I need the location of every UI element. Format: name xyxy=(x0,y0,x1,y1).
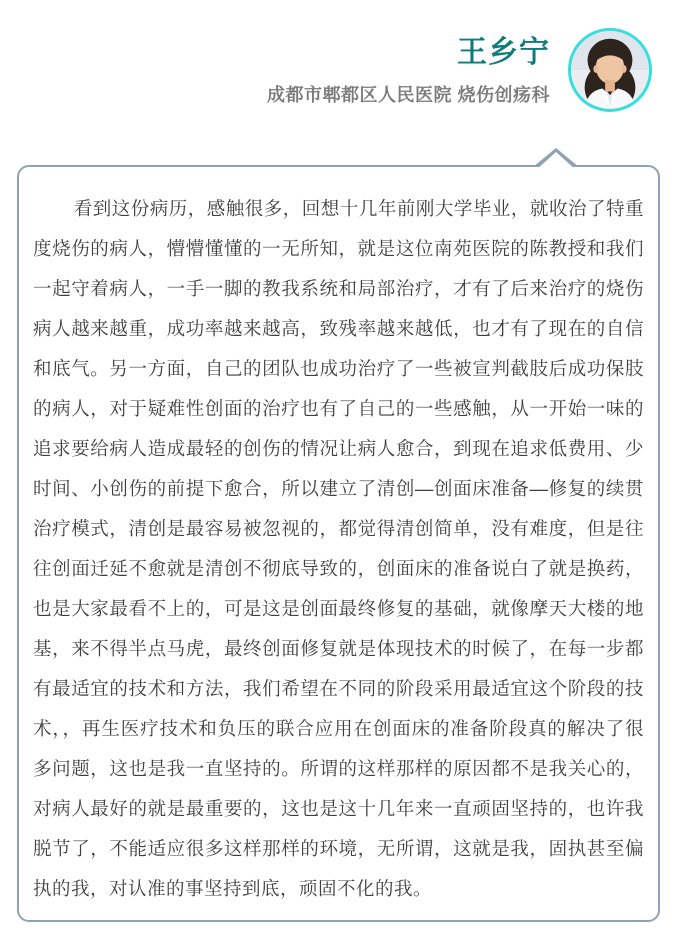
hospital-department: 成都市郫都区人民医院 烧伤创疡科 xyxy=(267,85,550,105)
comment-text: 看到这份病历，感触很多，回想十几年前刚大学毕业，就收治了特重度烧伤的病人，懵懵懂懂的一无所知，就是这位南苑医院的陈教授和我们一起守着病人，一手一脚的教我系统和局部治疗，才有了后来治疗的烧伤病人越来越重，成功率越来越高，致残率越来越低，也才有了现在的自信和底气。另一方面，自己的团队也成功治疗了一些被宣判截肢后成功保肢的病人，对于疑难性创面的治疗也有了自己的一些感触，从一开始一味的追求要给病人造成最轻的创伤的情况让病人愈合，到现在追求低费用、少时间、小创伤的前提下愈合，所以建立了清创—创面床准备—修复的续贯治疗模式，清创是最容易被忽视的，都觉得清创简单，没有难度，但是往往创面迁延不愈就是清创不彻底导致的，创面床的准备说白了就是换药，也是大家最看不上的，可是这是创面最终修复的基础，就像摩天大楼的地基，来不得半点马虎，最终创面修复就是体现技术的时候了，在每一步都有最适宜的技术和方法，我们希望在不同的阶段采用最适宜这个阶段的技术，，再生医疗技术和负压的联合应用在创面床的准备阶段真的解决了很多问题，这也是我一直坚持的。所谓的这样那样的原因都不是我关心的，对病人最好的就是最重要的，这也是这十几年来一直顽固坚持的，也许我脱节了，不能适应很多这样那样的环境，无所谓，这就是我，固执甚至偏执的我，对认准的事坚持到底，顽固不化的我。 xyxy=(33,198,644,899)
doctor-name: 王乡宁 xyxy=(457,36,550,69)
comment-speech-bubble xyxy=(17,165,660,922)
profile-header xyxy=(0,0,676,150)
avatar-portrait-graphic xyxy=(571,31,649,109)
avatar xyxy=(568,28,652,112)
speech-bubble-tail-fill xyxy=(536,152,576,170)
profile-text-block xyxy=(267,36,550,107)
